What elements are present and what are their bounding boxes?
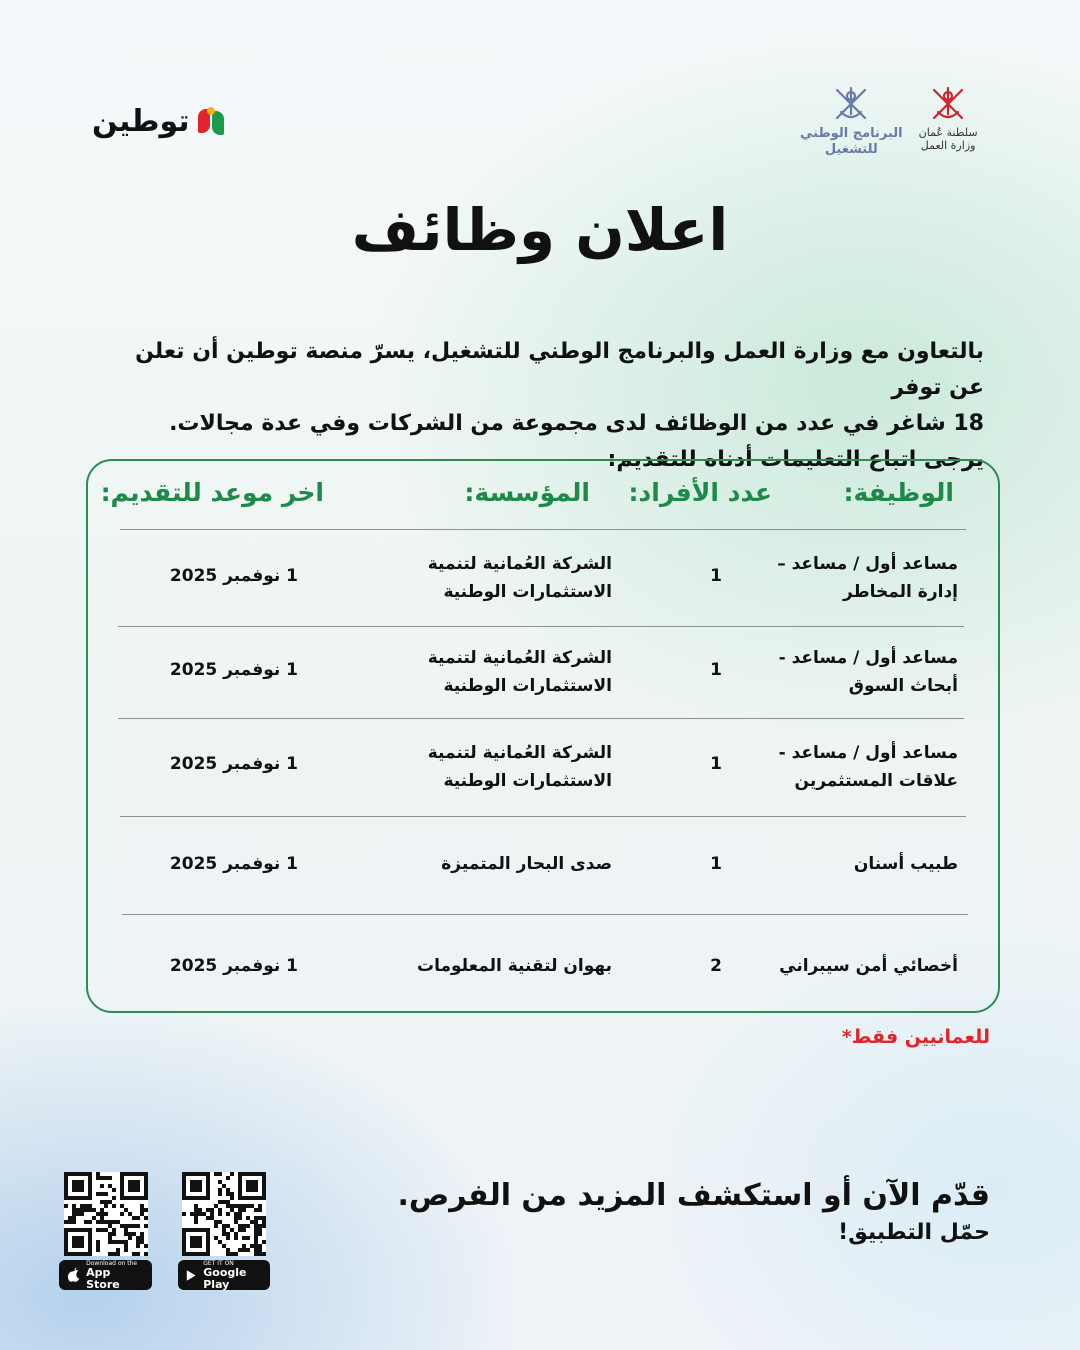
table-row-3-deadline: 1 نوفمبر 2025	[169, 754, 298, 774]
mol-logo-line1: سلطنة عُمان	[918, 126, 978, 139]
table-row-3-count: 1	[710, 754, 722, 774]
google-play-badge[interactable]	[178, 1260, 270, 1290]
mol-logo-line2: وزارة العمل	[920, 139, 976, 152]
google-play-qr[interactable]	[182, 1172, 266, 1260]
oman-emblem-icon	[928, 84, 968, 124]
nep-emblem-icon	[831, 84, 871, 124]
table-row-3-org: الشركة العُمانية لتنمية الاستثمارات الوطنية	[427, 743, 612, 791]
table-row-1-count: 1	[710, 566, 722, 586]
cta-subline: حمّل التطبيق!	[838, 1220, 990, 1245]
table-row-4-org: صدى البحار المتميزة	[441, 854, 612, 874]
table-row-4-job: طبيب أسنان	[853, 854, 958, 874]
table-divider	[120, 816, 966, 817]
header-count: عدد الأفراد:	[628, 478, 772, 507]
table-row-5-deadline: 1 نوفمبر 2025	[169, 956, 298, 976]
table-row-1-org: الشركة العُمانية لتنمية الاستثمارات الوطنية	[427, 554, 612, 602]
nep-logo-line2: للتشغيل	[824, 142, 878, 157]
table-row-4-deadline: 1 نوفمبر 2025	[169, 854, 298, 874]
partner-logos	[800, 84, 980, 164]
nep-logo-line1: البرنامج الوطني	[800, 126, 903, 141]
cta-headline: قدّم الآن أو استكشف المزيد من الفرص.	[397, 1178, 990, 1213]
page-title: اعلان وظائف	[351, 196, 729, 264]
header-deadline: اخر موعد للتقديم:	[100, 478, 324, 507]
table-row-1-job: مساعد أول / مساعد – إدارة المخاطر	[777, 554, 958, 602]
header-job: الوظيفة:	[843, 478, 954, 507]
tawteen-logo-icon	[198, 107, 224, 137]
google-play-icon	[186, 1268, 197, 1283]
table-divider	[122, 914, 968, 915]
table-row-5-job: أخصائي أمن سيبراني	[779, 956, 958, 976]
table-row-2-count: 1	[710, 660, 722, 680]
apple-badge-big: App Store	[86, 1265, 120, 1291]
table-divider	[120, 529, 966, 530]
brand-name: توطين	[92, 104, 190, 139]
table-row-3-job: مساعد أول / مساعد - علاقات المستثمرين	[778, 743, 958, 791]
nep-logo	[800, 84, 903, 158]
apple-badge-small: Download on the	[86, 1259, 138, 1267]
table-row-2-deadline: 1 نوفمبر 2025	[169, 660, 298, 680]
app-store-badge[interactable]	[59, 1260, 152, 1290]
app-store-qr[interactable]	[64, 1172, 148, 1260]
table-divider	[118, 718, 964, 719]
table-row-2-job: مساعد أول / مساعد - أبحاث السوق	[778, 648, 958, 696]
jobs-table-card	[86, 459, 1000, 1013]
table-divider	[118, 626, 964, 627]
brand-logo	[92, 104, 224, 139]
google-badge-small: GET IT ON	[203, 1259, 234, 1267]
table-row-5-org: بهوان لتقنية المعلومات	[417, 956, 612, 976]
table-row-1-deadline: 1 نوفمبر 2025	[169, 566, 298, 586]
table-row-2-org: الشركة العُمانية لتنمية الاستثمارات الوطنية	[427, 648, 612, 696]
intro-line-2: 18 شاغر في عدد من الوظائف لدى مجموعة من الشركات وفي عدة مجالات.	[169, 411, 984, 436]
qr-code-icon	[64, 1172, 148, 1256]
qr-code-icon	[182, 1172, 266, 1256]
table-row-5-count: 2	[710, 956, 722, 976]
intro-line-3: يرجى اتباع التعليمات أدناه للتقديم:	[607, 447, 984, 472]
intro-paragraph	[124, 334, 984, 478]
header-org: المؤسسة:	[464, 478, 590, 507]
apple-icon	[67, 1267, 80, 1283]
intro-line-1: بالتعاون مع وزارة العمل والبرنامج الوطني للتشغيل، يسرّ منصة توطين أن تعلن عن توفر	[135, 339, 984, 400]
table-row-4-count: 1	[710, 854, 722, 874]
google-badge-big: Google Play	[203, 1265, 247, 1291]
mol-logo	[919, 84, 978, 152]
omanis-only-note: للعمانيين فقط*	[841, 1026, 990, 1048]
